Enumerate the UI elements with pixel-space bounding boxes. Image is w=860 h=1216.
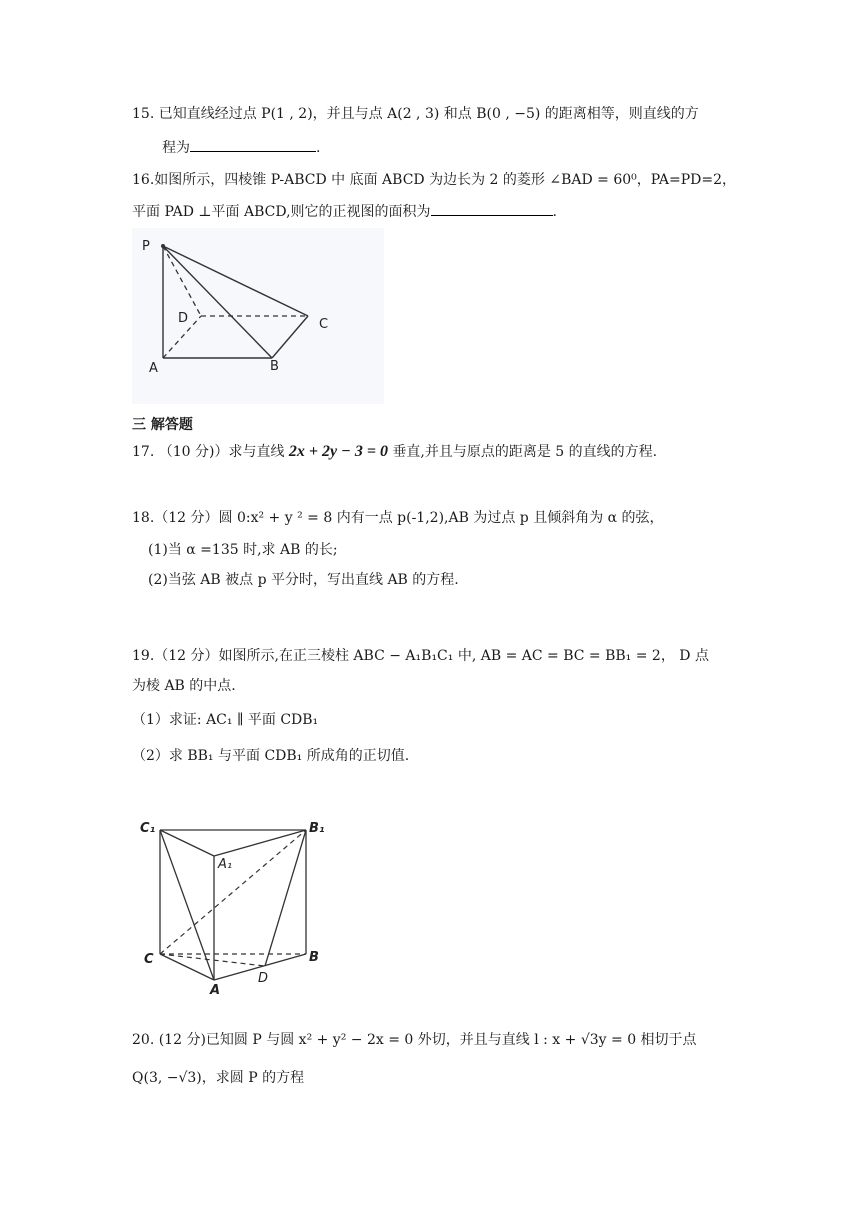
q19-part1: （1）求证: AC₁ ∥ 平面 CDB₁ [132,712,319,728]
q19-line2: 为棱 AB 的中点. [132,678,236,694]
q15-line2 [162,138,320,158]
edge-cd [160,954,265,966]
label-c: C [144,952,154,967]
label-c1: C₁ [140,821,156,836]
q17-equation: 2x + 2y − 3 = 0 [288,443,388,460]
label-a: A [149,361,158,376]
section-heading: 三 解答题 [132,417,193,433]
q18-part2: (2)当弦 AB 被点 p 平分时，写出直线 AB 的方程. [148,572,459,588]
edge-pc [163,246,308,316]
edge-d-b1 [265,830,306,966]
q18-line1: 18.（12 分）圆 0:x² + y ² = 8 内有一点 p(-1,2),AB 为过点 p 且倾斜角为 α 的弦， [132,510,664,526]
edge-pb [163,246,272,358]
q18-part1: (1)当 α =135 时,求 AB 的长; [148,542,338,558]
q16-line1: 16.如图所示，四棱锥 P-ABCD 中 底面 ABCD 为边长为 2 的菱形 ∠BAD = 60⁰，PA=PD=2， [132,172,737,188]
q17-line [132,442,657,462]
q19-line1: 19.（12 分）如图所示,在正三棱柱 ABC − A₁B₁C₁ 中, AB = AC = BC = BB₁ = 2， D 点 [132,648,709,664]
label-p: P [142,239,150,254]
label-c: C [319,317,329,332]
q15-answer-blank [190,150,316,152]
edge-bc [272,316,308,358]
edge-pd [163,246,201,316]
q17-prefix: 17. （10 分)）求与直线 [132,444,289,460]
q16-line2 [132,202,557,222]
q15-line1: 15. 已知直线经过点 P(1 , 2)，并且与点 A(2 , 3) 和点 B(0 , −5) 的距离相等，则直线的方 [132,106,699,122]
q16-line2-suffix: . [552,204,557,220]
label-a1: A₁ [218,857,233,872]
q20-line2: Q(3, −√3)，求圆 P 的方程 [132,1070,305,1086]
pyramid-diagram [132,228,384,404]
q19-part2: （2）求 BB₁ 与平面 CDB₁ 所成角的正切值. [132,748,410,764]
q15-line2-suffix: . [316,140,321,156]
edge-a1-b1 [214,830,306,856]
q16-line2-prefix: 平面 PAD ⊥平面 ABCD,则它的正视图的面积为 [132,204,431,220]
q15-line2-prefix: 程为 [162,140,190,156]
vertex-p-dot [161,244,165,248]
q16-answer-blank [431,214,553,216]
q20-line1: 20. (12 分)已知圆 P 与圆 x² + y² − 2x = 0 外切，并且与直线 l : x + √3y = 0 相切于点 [132,1032,697,1048]
pyramid-figure [132,228,384,404]
label-b: B [270,359,279,374]
label-d: D [258,971,269,986]
prism-figure [134,812,330,998]
prism-diagram [134,812,330,998]
label-b1: B₁ [309,821,325,836]
label-d: D [178,311,189,326]
label-a: A [210,983,221,998]
label-b: B [309,950,319,965]
q17-suffix: 垂直,并且与原点的距离是 5 的直线的方程. [387,444,658,460]
